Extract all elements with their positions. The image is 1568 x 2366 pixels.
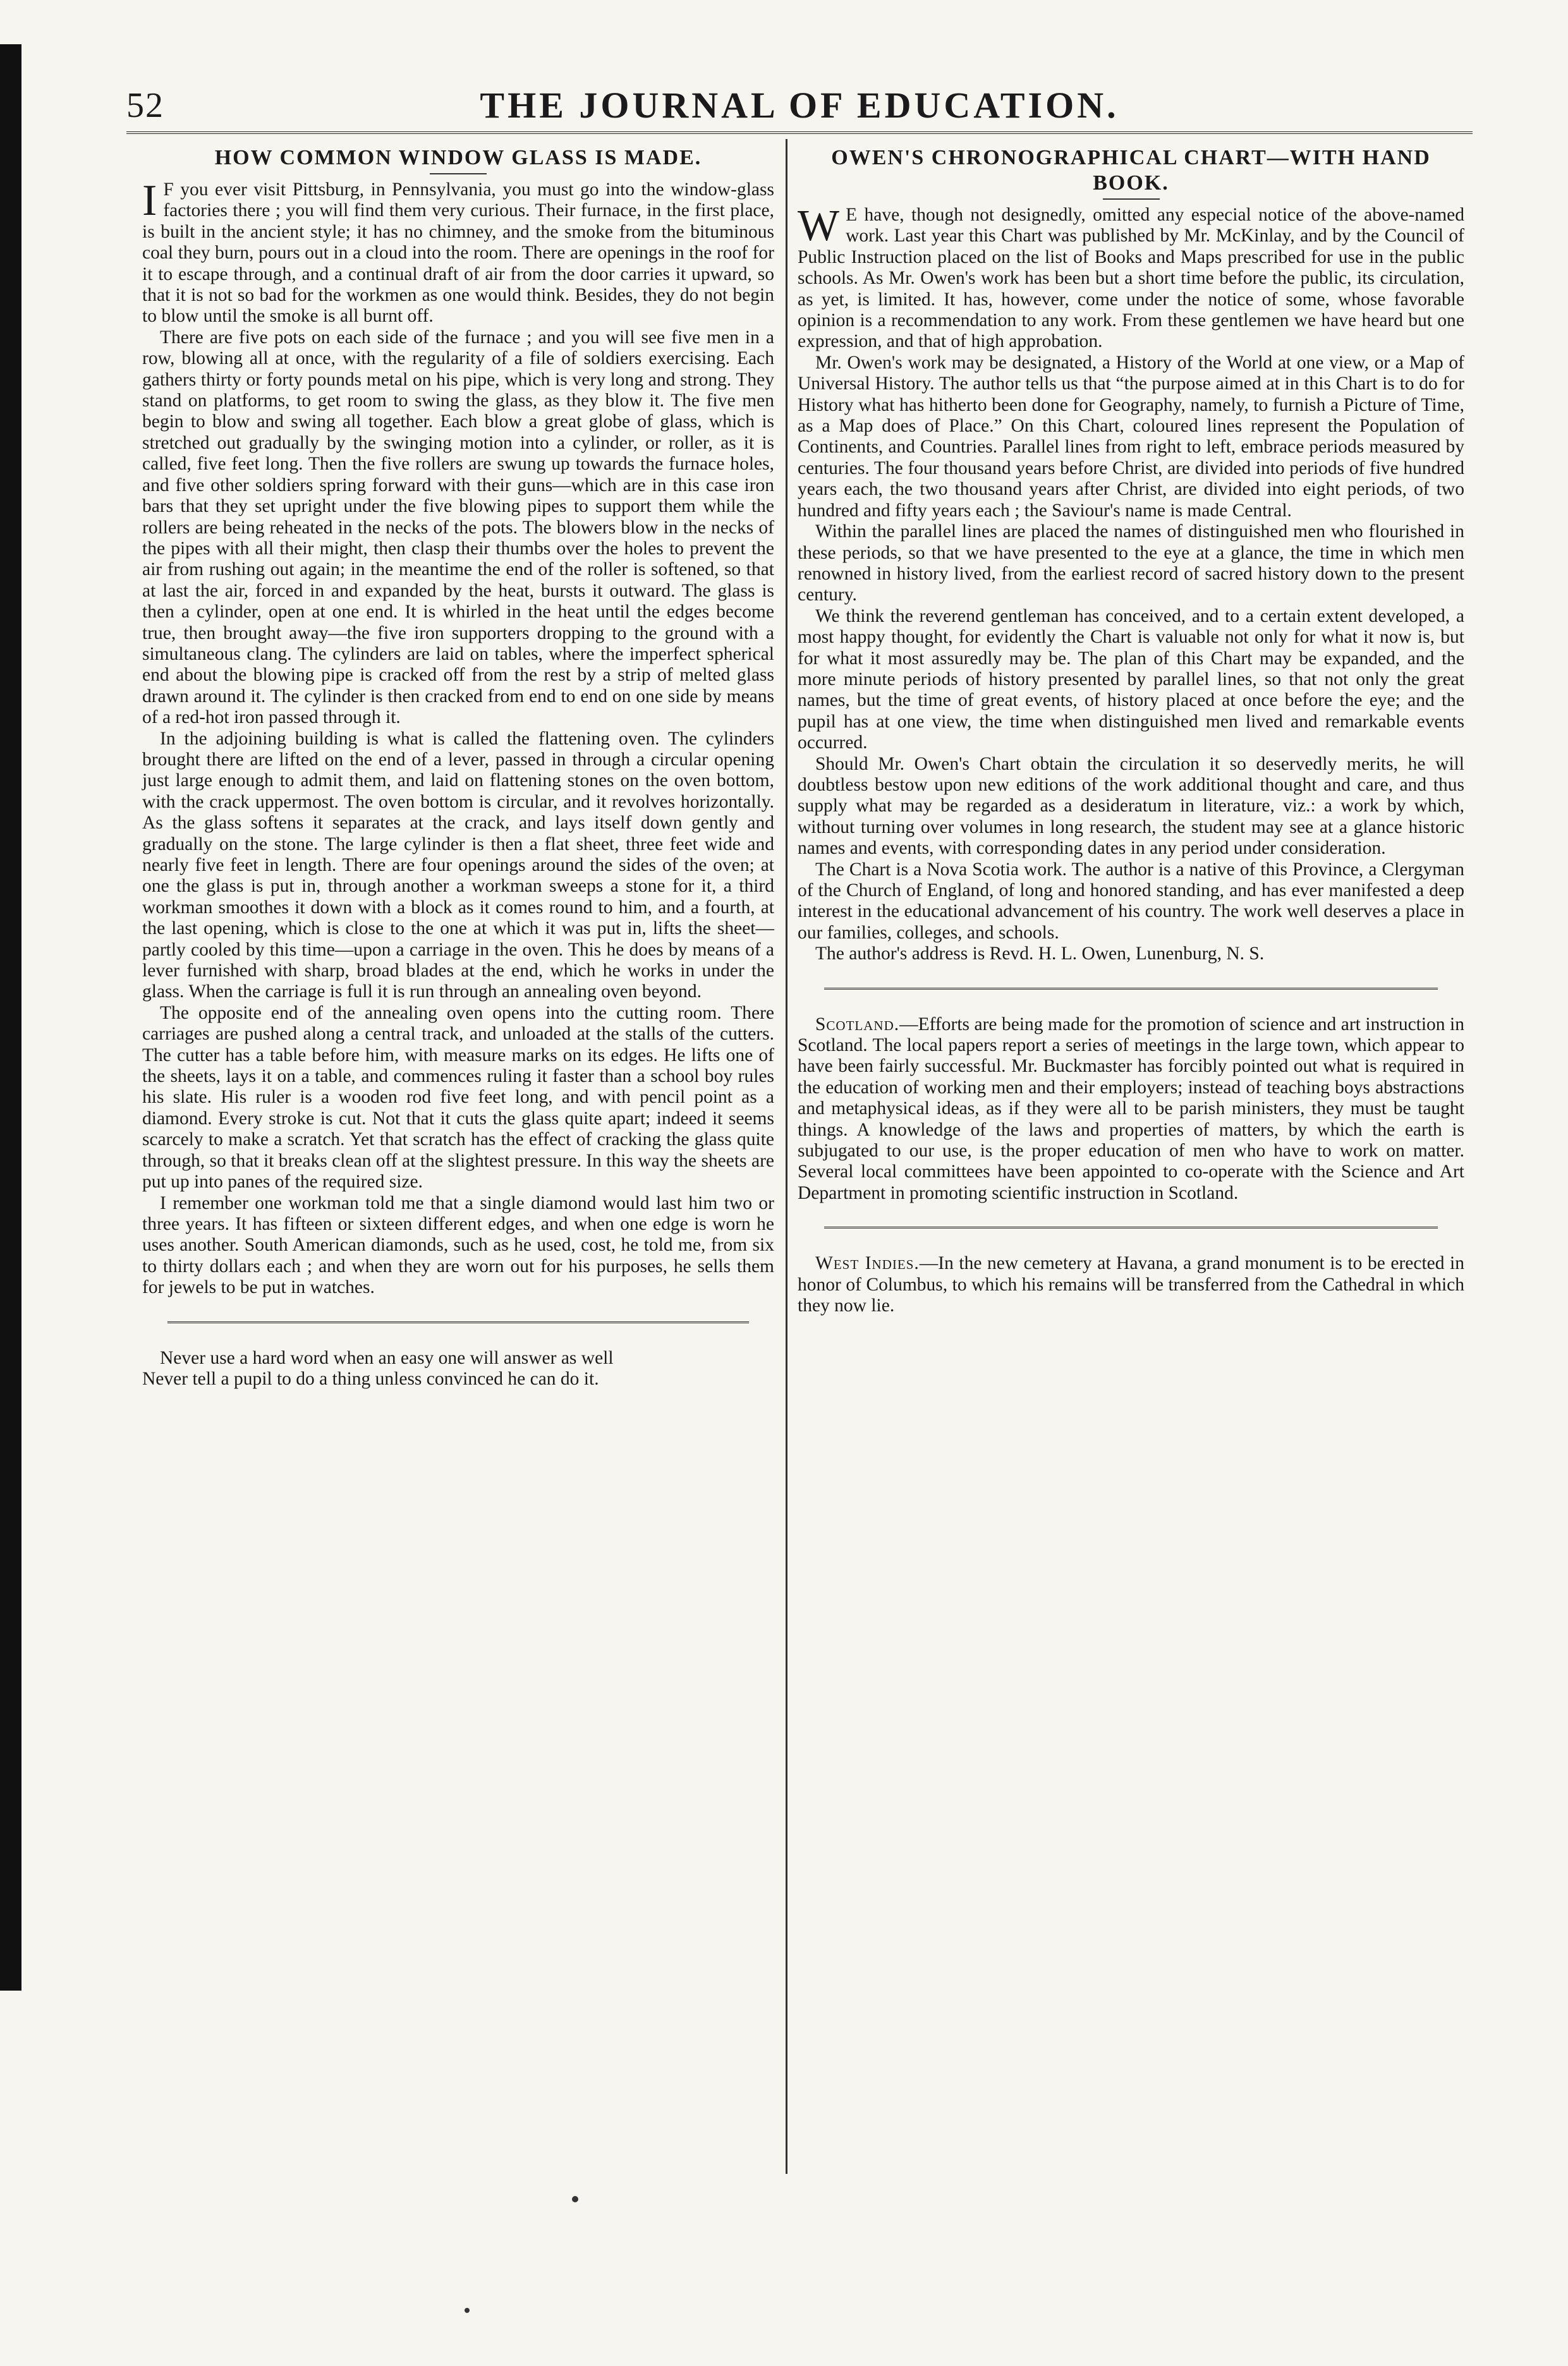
title-rule — [1103, 198, 1160, 200]
section-separator — [824, 988, 1438, 992]
right-column — [798, 145, 1464, 1317]
scan-margin-bar — [0, 44, 21, 1991]
article-title-glass: HOW COMMON WINDOW GLASS IS MADE. — [214, 146, 702, 169]
page-header — [126, 79, 1473, 136]
article-paragraph: The opposite end of the annealing oven opens into the cutting room. There carriages are pushed along a central track, and unloaded at the stalls of the cutters. The cutter has a table before him, with measure marks on its edges. He lifts one of the sheets, lays it on a table, and commences ruling it faster than a school boy rules his slate. His ruler is a wooden rod five feet long, and with pencil point as a diamond. Every stroke is cut. Not that it cuts the glass quite apart; indeed it seems scarcely to make a scratch. Yet that scratch has the effect of cracking the glass quite through, so that it breaks clean off at the slightest pressure. In this way the sheets are put up into panes of the required size. — [142, 1002, 774, 1192]
article-paragraph: We think the reverend gentleman has conceived, and to a certain extent developed, a most happy thought, for evidently the Chart is valuable not only for what it now is, but for what it most assuredly may be. The plan of this Chart may be expanded, and the more minute periods of history presented by parallel lines, so that not only the great names, but the time of great events, of history placed at once before the eye; and the pupil has at one view, the time when distinguished men lived and remarkable events occurred. — [798, 605, 1464, 753]
article-paragraph: Mr. Owen's work may be designated, a History of the World at one view, or a Map of Universal History. The author tells us that “the purpose aimed at in this Chart is to do for History what has hitherto been done for Geography, namely, to furnish a Picture of Time, as a Map does of Place.” On this Chart, coloured lines represent the Population of Continents, and Countries. Parallel lines from right to left, embrace periods measured by centuries. The four thousand years before Christ, are divided into periods of five hundred years each, the two thousand years after Christ, are divided into eight periods, of two hundred and fifty years each ; the Saviour's name is made Central. — [798, 352, 1464, 521]
article-paragraph: I remember one workman told me that a single diamond would last him two or three years. It has fifteen or sixteen different edges, and when one edge is worn he uses another. South American diamonds, such as he used, cost, he told me, from six to thirty dollars each ; and when they are worn out for his purposes, he sells them for jewels to be put in watches. — [142, 1192, 774, 1298]
page-number: 52 — [126, 86, 164, 125]
section-separator — [167, 1321, 749, 1325]
article-paragraph: W E have, though not designedly, omitted any especial notice of the above-named work. Last year this Chart was published by Mr. McKinlay, and by the Council of Public Instruction placed on the list of Books and Maps prescribed for use in the public schools. As Mr. Owen's work has been but a short time before the public, its circulation, as yet, is limited. It has, however, come under the notice of some, whose favorable opinion is a recommendation to any work. From these gentlemen we have heard but one expression, and that of high approbation. — [798, 202, 1464, 352]
section-separator — [824, 1227, 1438, 1230]
maxim: Never use a hard word when an easy one will answer as well — [160, 1347, 614, 1368]
article-paragraph: The author's address is Revd. H. L. Owen, Lunenburg, N. S. — [815, 943, 1265, 964]
article-paragraph: The Chart is a Nova Scotia work. The author is a native of this Province, a Clergyman of the Church of England, of long and honored standing, and has ever manifested a deep interest in the educational advancement of his country. The work well deserves a place in our families, colleges, and schools. — [798, 859, 1464, 943]
ink-speck — [465, 2308, 470, 2313]
ink-speck — [572, 2196, 578, 2202]
article-paragraph: There are five pots on each side of the furnace ; and you will see five men in a row, blowing all at once, with the regularity of a file of soldiers exercising. Each gathers thirty or forty pounds metal on his pipe, which is very long and strong. They stand on platforms, to get room to swing the glass, as they blow it. The five men begin to blow and swing all together. Each blow a great globe of glass, which is stretched out gradually by the swinging motion into a cylinder, or roller, as it is called, five feet long. Then the five rollers are swung up towards the furnace holes, and five other soldiers spring forward with their guns—which are in this case iron bars that they set upright under the five blowing pipes to support them while the rollers are being reheated in the necks of the pots. The blowers blow in the necks of the pipes with all their might, then clasp their thumbs over the holes to prevent the air from rushing out again; in the meantime the end of the roller is softened, so that at last the air, forced in and expanded by the heat, bursts it outward. The glass is then a cylinder, open at one end. It is whirled in the heat until the edges become true, then brought away—the five iron supporters dropping to the ground with a simultaneous clang. The cylinders are laid on tables, where the imperfect spherical end about the blowing pipe is cracked off from the rest by a strip of melted glass drawn around it. The cylinder is then cracked from end to end on one side by means of a red-hot iron passed through it. — [142, 327, 774, 728]
news-item-scotland: Scotland.—Efforts are being made for the promotion of science and art instruction in Scotland. The local papers report a series of meetings in the large town, which appear to have been fairly successful. Mr. Buckmaster has forcibly pointed out what is required in the education of working men and their employers; instead of teaching boys abstractions and metaphysical ideas, as if they were all to be parish ministers, they must be taught things. A knowledge of the laws and properties of matters, by which the earth is subjugated to our use, is the proper education of men who have to work on matter. Several local committees have been appointed to co-operate with the Science and Art Department in promoting scientific instruction in Scotland. — [798, 1014, 1464, 1203]
news-lead: West Indies. — [815, 1253, 920, 1274]
column-divider — [786, 139, 787, 2174]
left-column — [142, 145, 774, 1390]
header-rule — [126, 131, 1473, 136]
drop-cap: W — [798, 202, 840, 250]
journal-title: THE JOURNAL OF EDUCATION. — [480, 85, 1119, 126]
article-paragraph: In the adjoining building is what is called the flattening oven. The cylinders brought there are lifted on the end of a lever, passed in through a circular opening just large enough to admit them, and laid on flattening stones on the oven bottom, with the crack uppermost. The oven bottom is circular, and it revolves horizontally. As the glass softens it separates at the crack, and lays itself down gently and gradually on the stone. The large cylinder is then a flat sheet, three feet wide and nearly five feet in length. There are four openings around the sides of the oven; at one the glass is put in, through another a workman sweeps a stone for it, a third workman smoothes it down with a block as it comes round to him, and a fourth, at the last opening, which is close to the one at which it was put in, lifts the sheet—partly cooled by this time—upon a carriage in the oven. This he does by means of a lever furnished with sharp, broad blades at the end, which he works in under the glass. When the carriage is full it is run through an annealing oven beyond. — [142, 728, 774, 1002]
article-paragraph: Should Mr. Owen's Chart obtain the circulation it so deservedly merits, he will doubtless bestow upon new editions of the work additional thought and care, and thus supply what may be regarded as a desideratum in literature, viz.: a work by which, without turning over volumes in long research, the student may see at a glance historic names and events, with corresponding dates in any period under consideration. — [798, 753, 1464, 859]
article-paragraph: I F you ever visit Pittsburg, in Pennsylvania, you must go into the window-glass factories there ; you will find them very curious. Their furnace, in the first place, is built in the ancient style; it has no chimney, and the smoke from the bituminous coal they burn, pours out in a cloud into the room. There are openings in the roof for it to escape through, and a continual draft of air from the door carries it upward, so that it is not so bad for the workmen as one would think. Besides, they do not begin to blow until the smoke is all burnt off. — [142, 176, 774, 327]
article-title-owen: OWEN'S CHRONOGRAPHICAL CHART—WITH HAND BOOK. — [831, 146, 1431, 195]
news-item-west-indies: West Indies.—In the new cemetery at Havana, a grand monument is to be erected in honor of Columbus, to which his remains will be transferred from the Cathedral in which they now lie. — [798, 1253, 1464, 1316]
article-paragraph: Within the parallel lines are placed the names of distinguished men who flourished in these periods, so that we have presented to the eye at a glance, the time in which men renowned in history lived, from the earliest record of sacred history down to the present century. — [798, 521, 1464, 605]
drop-cap: I — [142, 176, 157, 225]
maxim: Never tell a pupil to do a thing unless convinced he can do it. — [142, 1368, 599, 1389]
news-lead: Scotland. — [815, 1014, 900, 1034]
title-rule — [430, 173, 487, 174]
